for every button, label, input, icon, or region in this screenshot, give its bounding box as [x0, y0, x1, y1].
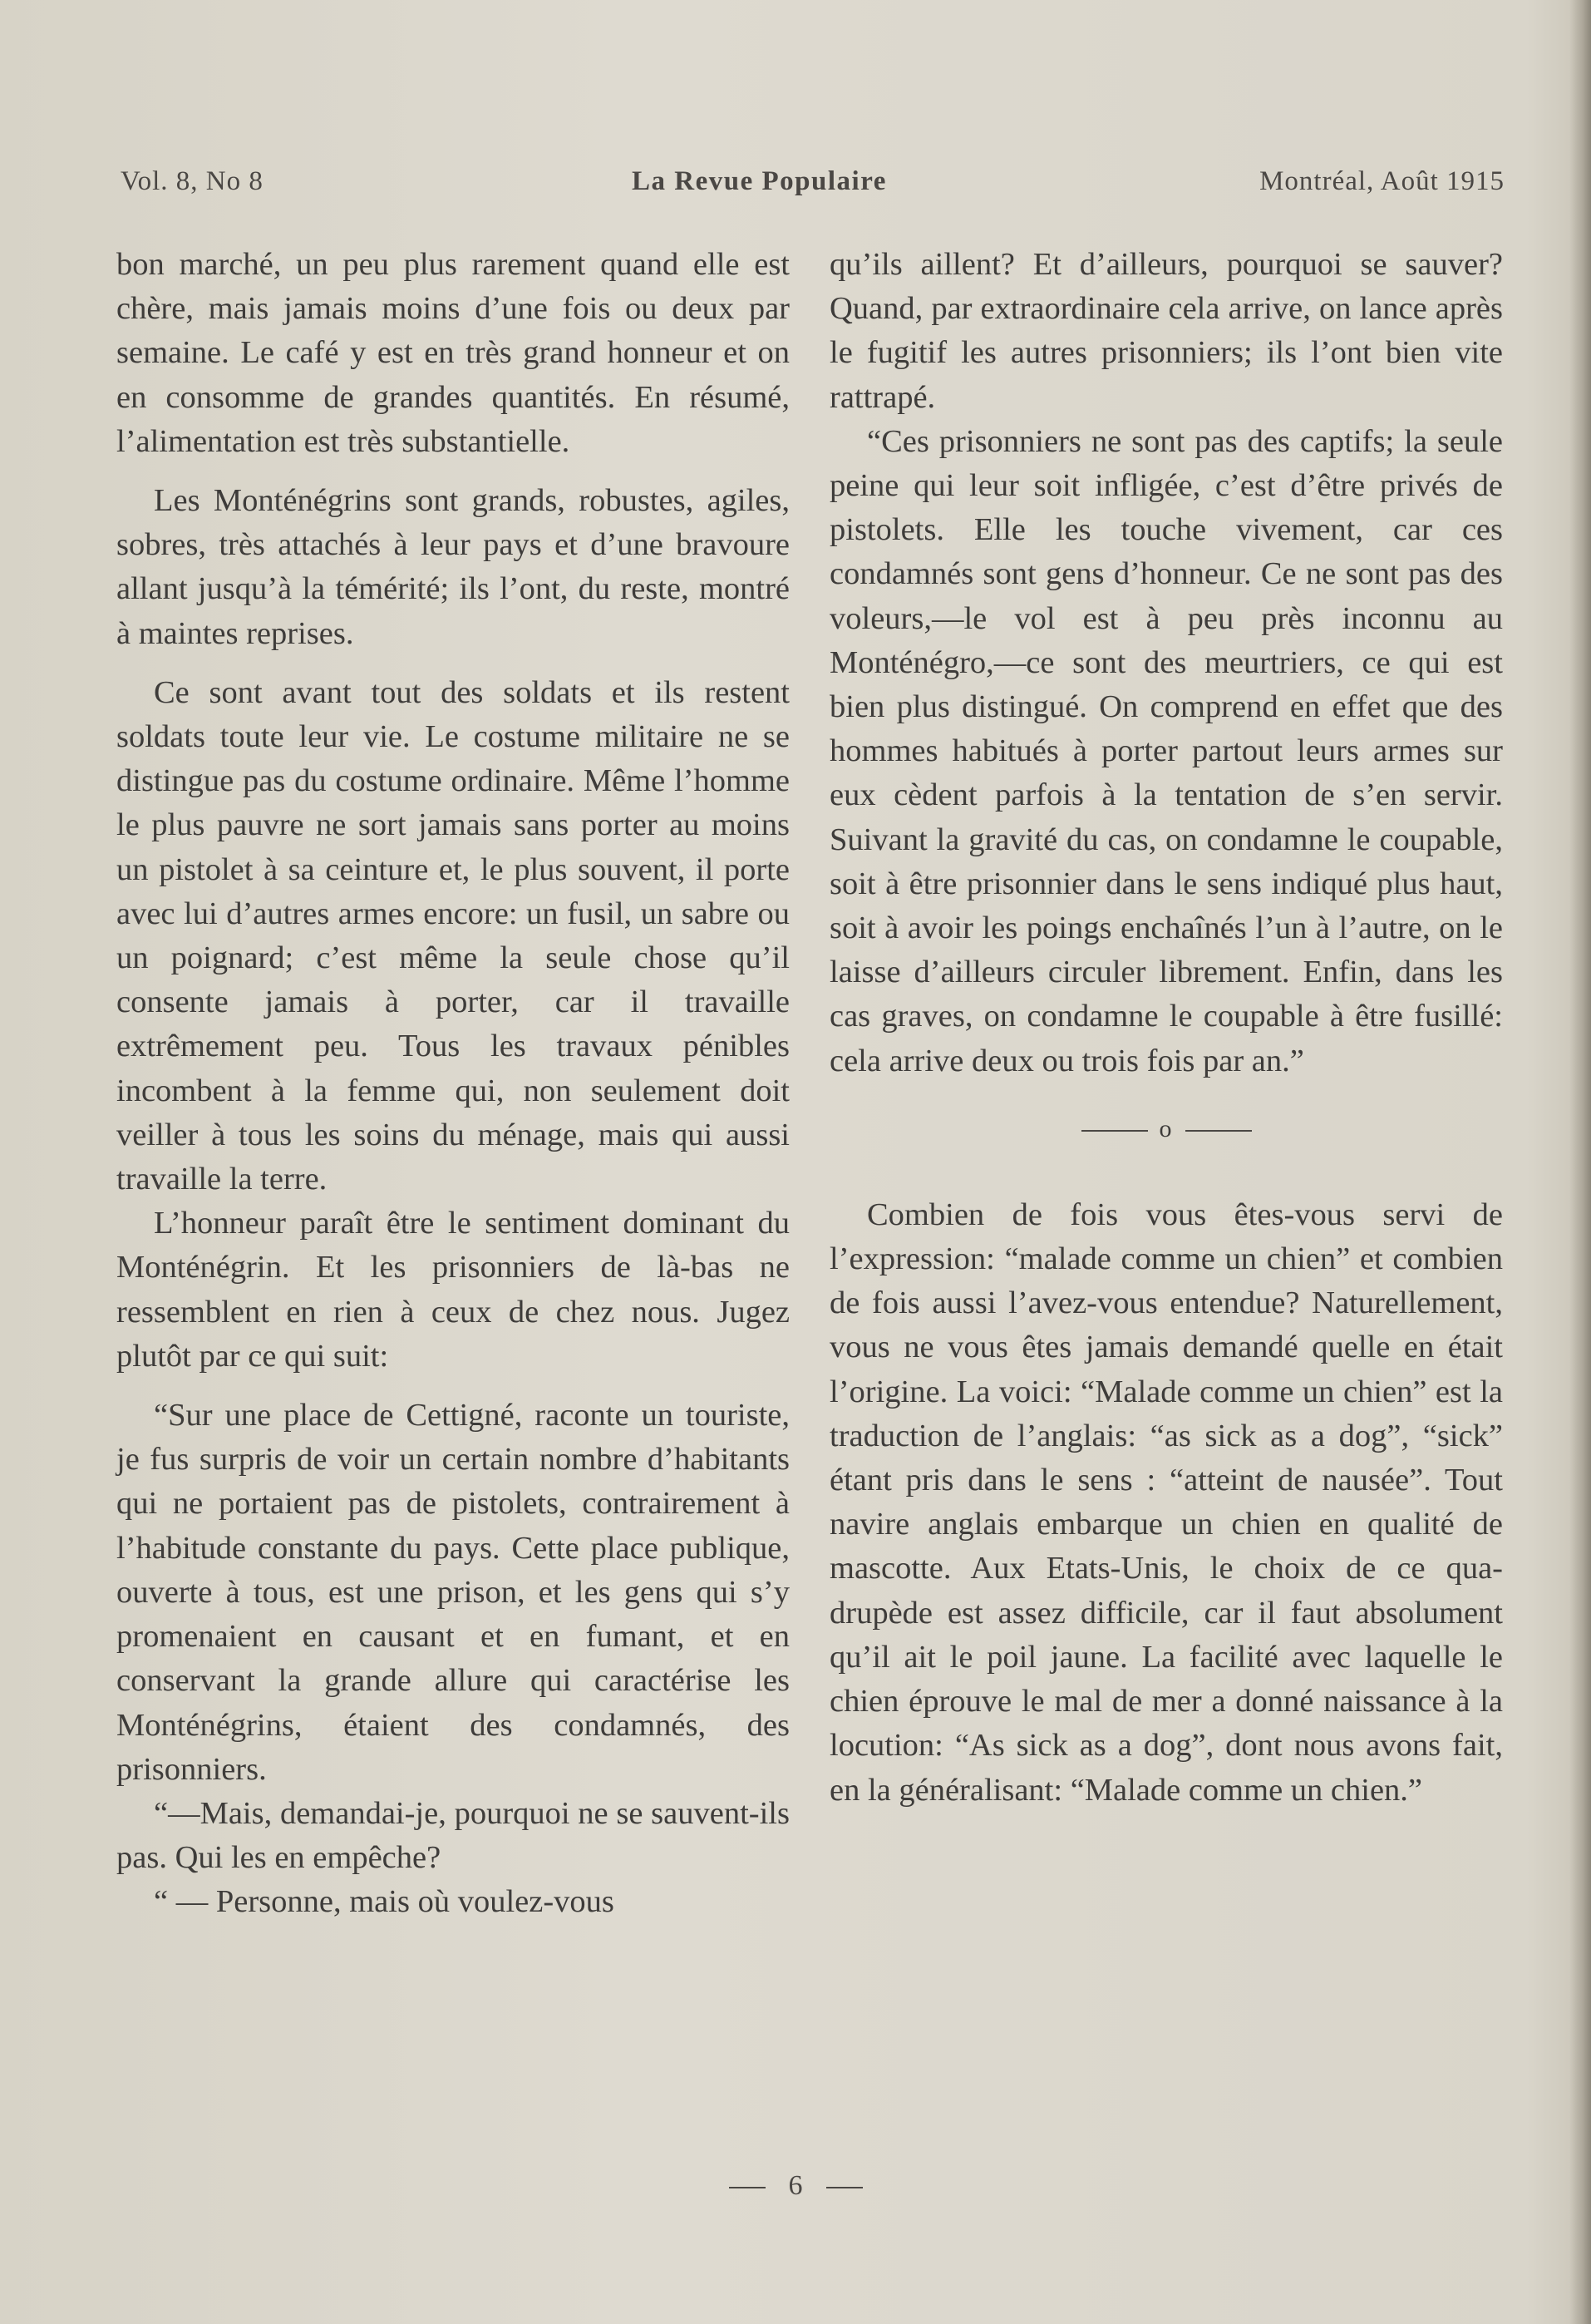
page-edge-shadow — [1569, 0, 1591, 2324]
left-column — [116, 243, 790, 1925]
publication-title: La Revue Populaire — [632, 166, 887, 196]
paragraph: “Ces prisonniers ne sont pas des captifs; la seule peine qui leur soit infligée, c’est d’être privés de pistolets. Elle les touche vivement, car ces condamnés sont gens d’honneur. Ce ne sont pas des voleurs,—le vol est à peu près inconnu au Monténégro,—ce sont des meurtriers, ce qui est bien plus distingué. On comprend en effet que des hommes habitués à porter partout leurs armes sur eux cèdent parfois à la tentation de s’en servir. Suivant la gravité du cas, on condamne le coupable, soit à être prisonnier dans le sens indiqué plus haut, soit à avoir les poings enchaînés l’un à l’autre, on le laisse d’ailleurs circuler librement. Enfin, dans les cas graves, on condamne le coupable à être fusillé: cela arrive deux ou trois fois par an.” — [830, 423, 1503, 1078]
issue-date: Montréal, Août 1915 — [1259, 166, 1505, 196]
page-number: 6 — [788, 2170, 803, 2201]
paragraph: Combien de fois vous êtes-vous servi de l’expression: “malade comme un chien” et combien de fois aussi l’avez-vous entendue? Naturellement, vous ne vous êtes jamais demandé quelle en était l’origine. La voici: “Malade comme un chien” est la traduction de l’anglais: “as sick as a dog”, “sick” étant pris dans le sens : “atteint de nausée”. Tout navire anglais embarque un chien en qualité de mascotte. Aux Etats-Unis, le choix de ce quadrupède est assez difficile, car il faut absolument qu’il ait le poil jaune. La facilité avec laquelle le chien éprouve le mal de mer a donné naissance à la locution: “As sick as a dog”, dont nous avons fait, en la généralisant: “Malade comme un chien.” — [830, 1197, 1503, 1808]
paragraph: bon marché, un peu plus rarement quand elle est chère, mais jamais moins d’une fois ou deux par semaine. Le café y est en très grand honneur et on en consomme de grandes quantités. En résumé, l’alimentation est très substantielle. — [116, 247, 790, 459]
volume-number: Vol. 8, No 8 — [121, 166, 264, 196]
right-column — [830, 243, 1503, 1813]
paragraph: Ce sont avant tout des soldats et ils restent soldats toute leur vie. Le costume militaire ne se distingue pas du costume ordinaire. Même l’homme le plus pauvre ne sort jamais sans porter au moins un pistolet à sa ceinture et, le plus souvent, il porte avec lui d’autres armes encore: un fusil, un sabre ou un poignard; c’est même la seule chose qu’il consente jamais à porter, car il travaille extrêmement peu. Tous les travaux pénibles incombent à la femme qui, non seulement doit veiller à tous les soins du ménage, mais qui aussi travaille la terre. — [116, 674, 790, 1197]
running-header — [121, 166, 1505, 208]
footer-dash — [826, 2187, 863, 2188]
page-footer — [0, 2170, 1591, 2202]
separator-rule — [1081, 1130, 1148, 1132]
paragraph: “ — Personne, mais où voulez-vous — [154, 1884, 614, 1920]
separator-rule — [1185, 1130, 1252, 1132]
section-separator — [830, 1114, 1503, 1142]
paragraph: Les Monténégrins sont grands, robustes, agiles, sobres, très attachés à leur pays et d’une bravoure allant jusqu’à la témérité; ils l’ont, du reste, montré à maintes reprises. — [116, 483, 790, 651]
separator-mark: o — [1159, 1114, 1174, 1142]
paragraph: “—Mais, demandai-je, pourquoi ne se sauvent-ils pas. Qui les en empêche? — [116, 1795, 790, 1876]
paragraph: “Sur une place de Cettigné, raconte un touriste, je fus surpris de voir un certain nombre d’habitants qui ne portaient pas de pistolets, contrairement à l’habitude constante du pays. Cette place publique, ouverte à tous, est une prison, et les gens qui s’y promenaient en causant et en fumant, et en conservant la grande allure qui caractérise les Monténégrins, étaient des condamnés, des prisonniers. — [116, 1398, 790, 1787]
footer-dash — [729, 2187, 766, 2188]
paragraph: qu’ils aillent? Et d’ailleurs, pourquoi se sauver? Quand, par extraordinaire cela arrive, on lance après le fugitif les autres prisonniers; ils l’ont bien vite rattrapé. — [830, 247, 1503, 415]
paragraph: L’honneur paraît être le sentiment dominant du Monténégrin. Et les prisonniers de là-bas ne ressemblent en rien à ceux de chez nous. Jugez plutôt par ce qui suit: — [116, 1206, 790, 1374]
